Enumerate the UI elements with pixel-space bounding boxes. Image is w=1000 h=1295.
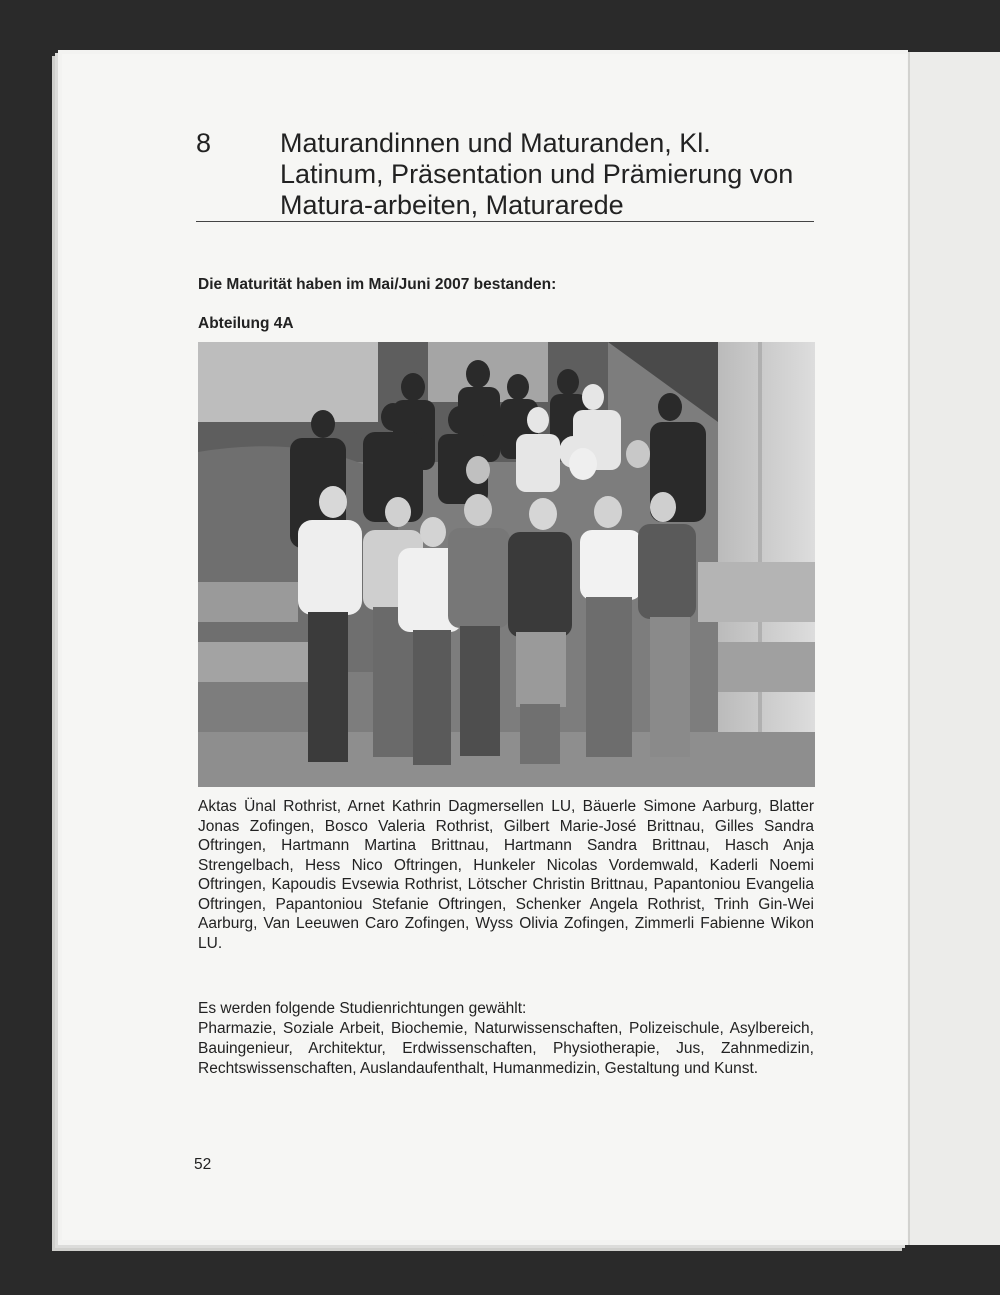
class-group-photo — [198, 342, 815, 787]
title-divider — [196, 221, 814, 222]
page-number: 52 — [194, 1156, 212, 1173]
graduate-list: Aktas Ünal Rothrist, Arnet Kathrin Dagmersellen LU, Bäuerle Simone Aarburg, Blatter Jonas Zofingen, Bosco Valeria Rothrist, Gilbert Marie-José Brittnau, Gilles Sandra Oftringen, Hartmann Martina Brittnau, Hartmann Sandra Brittnau, Hasch Anja Strengelbach, Hess Nico Oftringen, Hunkeler Nicolas Vordemwald, Kaderli Noemi Oftringen, Kapoudis Evsewia Rothrist, Lötscher Christin Brittnau, Papantoniou Evangelia Oftringen, Papantoniou Stefanie Oftringen, Schenker Angela Rothrist, Trinh Gin-Wei Aarburg, Van Leeuwen Caro Zofingen, Wyss Olivia Zofingen, Zimmerli Fabienne Wikon LU. — [198, 798, 814, 952]
chapter-number: 8 — [196, 128, 212, 158]
studies-intro: Es werden folgende Studienrichtungen gewählt: — [198, 1000, 527, 1017]
studies-list: Pharmazie, Soziale Arbeit, Biochemie, Naturwissenschaften, Polizeischule, Asylbereich, Bauingenieur, Architektur, Erdwissenschaften, Physiotherapie, Jus, Zahnmedizin, Rechtswissenschaften, Auslandaufenthalt, Humanmedizin, Gestaltung und Kunst. — [198, 1020, 814, 1077]
graduation-heading: Die Maturität haben im Mai/Juni 2007 bestanden: — [198, 276, 557, 293]
class-section-label: Abteilung 4A — [198, 315, 294, 332]
facing-page — [908, 52, 1000, 1245]
chapter-title: Maturandinnen und Maturanden, Kl. Latinum, Präsentation und Prämierung von Matura-arbeiten, Maturarede — [280, 128, 794, 220]
